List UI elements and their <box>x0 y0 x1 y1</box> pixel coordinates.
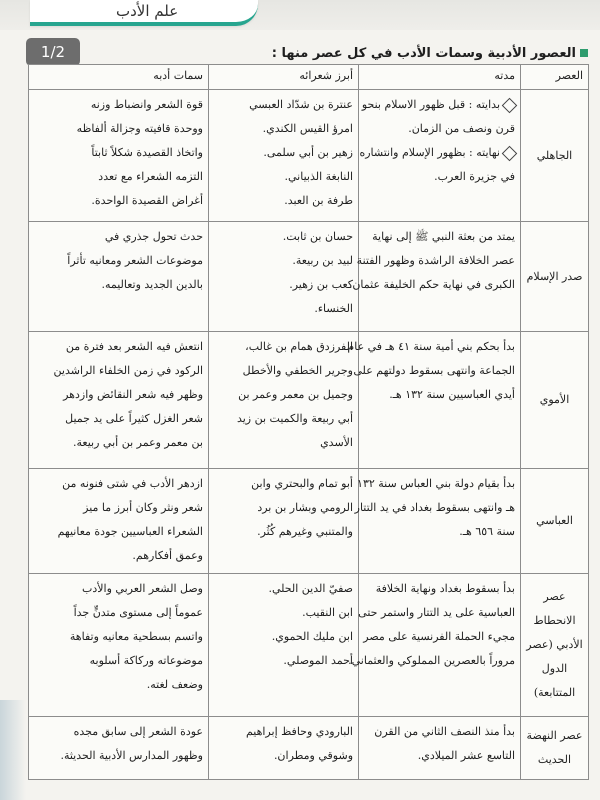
duration-line <box>353 359 515 383</box>
features-text: وصل الشعر العربي والأدب <box>82 582 203 596</box>
features-text: موضوعات الشعر ومعانيه تأثراً <box>67 254 203 268</box>
page-indicator[interactable]: 1/2 <box>26 38 80 66</box>
duration-line <box>358 601 515 625</box>
features-line <box>34 335 203 359</box>
features-text: الشعراء العباسيين جودة معانيهم <box>57 524 203 538</box>
poets-cell <box>209 90 359 222</box>
features-text: حدث تحول جذري في <box>104 230 203 244</box>
features-text: عموماً إلى مستوى متدنٍّ جداً <box>73 606 203 620</box>
duration-text: بدأ منذ النصف الثاني من القرن <box>374 724 515 738</box>
diamond-bullet-icon <box>502 97 518 113</box>
duration-text: يمتد من بعثة النبي ﷺ إلى نهاية <box>372 230 515 244</box>
diamond-bullet-icon <box>502 145 518 161</box>
features-text: أغراض القصيدة الواحدة. <box>91 194 203 207</box>
poets-line <box>214 117 353 141</box>
poets-text: عنترة بن شدّاد العبسي <box>249 98 353 111</box>
features-line <box>34 431 203 455</box>
duration-cell <box>347 332 521 468</box>
poets-line <box>214 141 353 165</box>
poets-text: طرفة بن العبد. <box>284 194 353 207</box>
table-body <box>29 90 589 780</box>
poets-cell <box>209 332 359 468</box>
poets-text: لبيد بن ربيعة. <box>292 254 353 268</box>
features-text: قوة الشعر وانضباط وزنه <box>90 98 203 111</box>
poets-text: حسان بن ثابت. <box>282 230 353 244</box>
duration-cell <box>359 716 521 779</box>
poets-line <box>214 496 353 520</box>
duration-line <box>364 577 515 601</box>
poets-text: أبو تمام والبحتري وابن <box>251 476 353 490</box>
duration-line <box>364 720 515 744</box>
features-line <box>34 249 203 273</box>
duration-text: الكبرى في نهاية حكم الخليفة عثمان. <box>348 278 515 292</box>
duration-line <box>364 383 515 407</box>
duration-text: التاسع عشر الميلادي. <box>417 748 515 762</box>
features-text: واتسم بسطحية معانيه وتفاهة <box>69 630 203 644</box>
features-text: بن معمر وعمر بن أبي ربيعة. <box>73 436 203 450</box>
poets-text: أبي ربيعة والكميت بن زيد <box>236 412 353 426</box>
poets-line <box>214 625 353 649</box>
features-text: موضوعاته وركاكة أسلوبه <box>89 654 203 668</box>
duration-line <box>347 335 515 359</box>
poets-line <box>214 165 353 189</box>
poets-line <box>214 720 353 744</box>
poets-text: النابغة الذبياني. <box>284 170 353 183</box>
features-text: انتعش فيه الشعر بعد فترة من <box>65 340 203 354</box>
table-row <box>29 222 589 332</box>
duration-text: قرن ونصف من الزمان. <box>408 122 515 135</box>
poets-line <box>214 335 353 359</box>
column-header-features: سمات أدبه <box>29 65 209 90</box>
duration-text: سنة ٦٥٦ هـ. <box>459 524 515 538</box>
features-line <box>34 520 203 544</box>
features-cell <box>29 716 209 779</box>
duration-text: عصر الخلافة الراشدة وظهور الفتنة <box>356 254 515 268</box>
column-header-duration: مدته <box>359 65 521 90</box>
features-line <box>34 744 203 768</box>
poets-line <box>214 189 353 213</box>
poets-line <box>214 601 353 625</box>
features-text: واتخاذ القصيدة شكلاً ثابتاً <box>91 146 203 159</box>
features-line <box>34 649 203 673</box>
duration-text: بدأ بقيام دولة بني العباس سنة ١٣٢ <box>357 476 515 490</box>
table-row <box>29 90 589 222</box>
features-line <box>34 273 203 297</box>
duration-cell <box>359 90 521 222</box>
features-line <box>34 225 203 249</box>
duration-line <box>364 744 515 768</box>
duration-text: الجماعة وانتهى بسقوط دولتهم على <box>353 364 515 378</box>
era-name-cell: صدر الإسلام <box>521 222 589 332</box>
duration-cell <box>348 574 521 716</box>
table-row <box>29 468 589 574</box>
features-line <box>34 625 203 649</box>
poets-text: زهير بن أبي سلمى. <box>263 146 353 159</box>
features-text: وعمق أفكارهم. <box>132 548 203 562</box>
poets-text: ابن النقيب. <box>302 606 353 620</box>
duration-line <box>348 649 515 673</box>
poets-line <box>214 249 353 273</box>
poets-text: وجميل بن معمر وعمر بن <box>238 388 353 402</box>
poets-line <box>214 577 353 601</box>
features-text: شعر الغزل كثيراً على يد جميل <box>65 412 203 426</box>
features-line <box>34 472 203 496</box>
duration-text: مروراً بالعصرين المملوكي والعثماني. <box>348 654 515 668</box>
features-line <box>34 117 203 141</box>
duration-text: بدأ بحكم بني أمية سنة ٤١ هـ في عام <box>347 340 515 354</box>
duration-line <box>357 472 515 496</box>
poets-cell <box>209 222 359 332</box>
duration-line <box>364 165 515 189</box>
features-text: الركود في زمن الخلفاء الراشدين <box>53 364 203 378</box>
era-name-cell: الجاهلي <box>521 90 589 222</box>
poets-cell <box>209 716 359 779</box>
poets-text: الفرزدق همام بن غالب، <box>245 340 353 354</box>
header-tab <box>30 0 258 26</box>
duration-text: نهايته : بظهور الإسلام وانتشاره <box>359 146 500 159</box>
poets-text: ابن مليك الحموي. <box>271 630 353 644</box>
duration-text: بدايته : قبل ظهور الاسلام بنحو <box>361 98 500 111</box>
features-text: ووحدة قافيته وجزالة ألفاظه <box>76 122 203 135</box>
duration-text: مجيء الحملة الفرنسية على مصر <box>363 630 515 644</box>
table-row <box>29 332 589 468</box>
duration-line <box>356 249 515 273</box>
features-text: وضعف لغته. <box>146 678 203 692</box>
poets-text: كعب بن زهير. <box>289 278 353 292</box>
column-header-poets: أبرز شعرائه <box>209 65 359 90</box>
duration-line <box>364 225 515 249</box>
features-line <box>34 720 203 744</box>
era-name-cell: عصر الانحطاط الأدبي (عصر الدول المتتابعة) <box>521 574 589 716</box>
poets-text: أحمد الموصلي. <box>283 654 353 668</box>
side-shade <box>0 700 26 800</box>
features-text: وظهور المدارس الأدبية الحديثة. <box>60 748 203 762</box>
features-text: شعر ونثر وكان أبرز ما ميز <box>83 500 203 514</box>
features-line <box>34 141 203 165</box>
features-line <box>34 383 203 407</box>
features-text: التزمه الشعراء مع تعدد <box>98 170 203 183</box>
poets-text: الرومي وبشار بن برد <box>257 500 353 514</box>
duration-text: أيدي العباسيين سنة ١٣٢ هـ. <box>389 388 515 402</box>
poets-line <box>214 407 353 431</box>
features-line <box>34 577 203 601</box>
duration-cell <box>354 468 521 574</box>
poets-line <box>214 383 353 407</box>
poets-text: وجرير الخطفي والأخطل <box>242 364 353 378</box>
poets-cell <box>209 574 359 716</box>
features-cell <box>29 332 209 468</box>
poets-text: الخنساء. <box>314 302 353 316</box>
features-line <box>34 601 203 625</box>
features-cell <box>29 574 209 716</box>
features-line <box>34 407 203 431</box>
table-row <box>29 716 589 779</box>
table-header-row <box>29 65 589 90</box>
duration-text: في جزيرة العرب. <box>434 170 515 183</box>
era-name-cell: عصر النهضة الحديث <box>521 716 589 779</box>
bullet-square-icon <box>580 49 588 57</box>
features-line <box>34 544 203 568</box>
features-cell <box>29 90 209 222</box>
poets-line <box>214 649 353 673</box>
duration-text: بدأ بسقوط بغداد ونهاية الخلافة <box>375 582 515 596</box>
duration-text: هـ وانتهى بسقوط بغداد في يد التتار <box>354 500 515 514</box>
era-name-cell: الأموي <box>521 332 589 468</box>
duration-line <box>359 141 515 165</box>
duration-cell <box>348 222 521 332</box>
features-line <box>34 93 203 117</box>
header-title: علم الأدب <box>116 2 179 20</box>
poets-line <box>214 472 353 496</box>
poets-line <box>214 273 353 297</box>
features-line <box>34 165 203 189</box>
features-line <box>34 496 203 520</box>
features-text: بالدين الجديد وتعاليمه. <box>101 278 203 292</box>
era-name-cell: العباسي <box>521 468 589 574</box>
poets-text: صفيّ الدين الحلي. <box>268 582 353 596</box>
poets-line <box>214 744 353 768</box>
duration-line <box>364 520 515 544</box>
poets-line <box>214 520 353 544</box>
subtitle-row <box>272 43 588 63</box>
duration-line <box>361 93 515 117</box>
features-line <box>34 673 203 697</box>
poets-line <box>214 93 353 117</box>
poets-text: وشوقي ومطران. <box>273 748 353 762</box>
duration-line <box>348 273 515 297</box>
duration-line <box>364 117 515 141</box>
subtitle-text: العصور الأدبية وسمات الأدب في كل عصر منها : <box>271 45 576 61</box>
poets-line <box>214 359 353 383</box>
poets-line <box>214 297 353 321</box>
poets-text: امرؤ القيس الكندي. <box>262 122 353 135</box>
poets-text: الأسدي <box>320 436 353 450</box>
duration-line <box>354 496 515 520</box>
duration-text: العباسية على يد التتار واستمر حتى <box>358 606 515 620</box>
poets-line <box>214 225 353 249</box>
features-cell <box>29 222 209 332</box>
column-header-era: العصر <box>521 65 589 90</box>
duration-line <box>364 625 515 649</box>
features-cell <box>29 468 209 574</box>
poets-text: البارودي وحافظ إبراهيم <box>245 724 353 738</box>
features-text: عودة الشعر إلى سابق مجده <box>73 724 203 738</box>
features-line <box>34 359 203 383</box>
features-text: وظهر فيه شعر النقائض وازدهر <box>63 388 203 402</box>
poets-line <box>214 431 353 455</box>
features-line <box>34 189 203 213</box>
eras-table <box>28 64 589 780</box>
table-row <box>29 574 589 716</box>
poets-text: والمتنبي وغيرهم كُثُر. <box>257 524 353 538</box>
features-text: ازدهر الأدب في شتى فنونه من <box>62 476 203 490</box>
poets-cell <box>209 468 359 574</box>
